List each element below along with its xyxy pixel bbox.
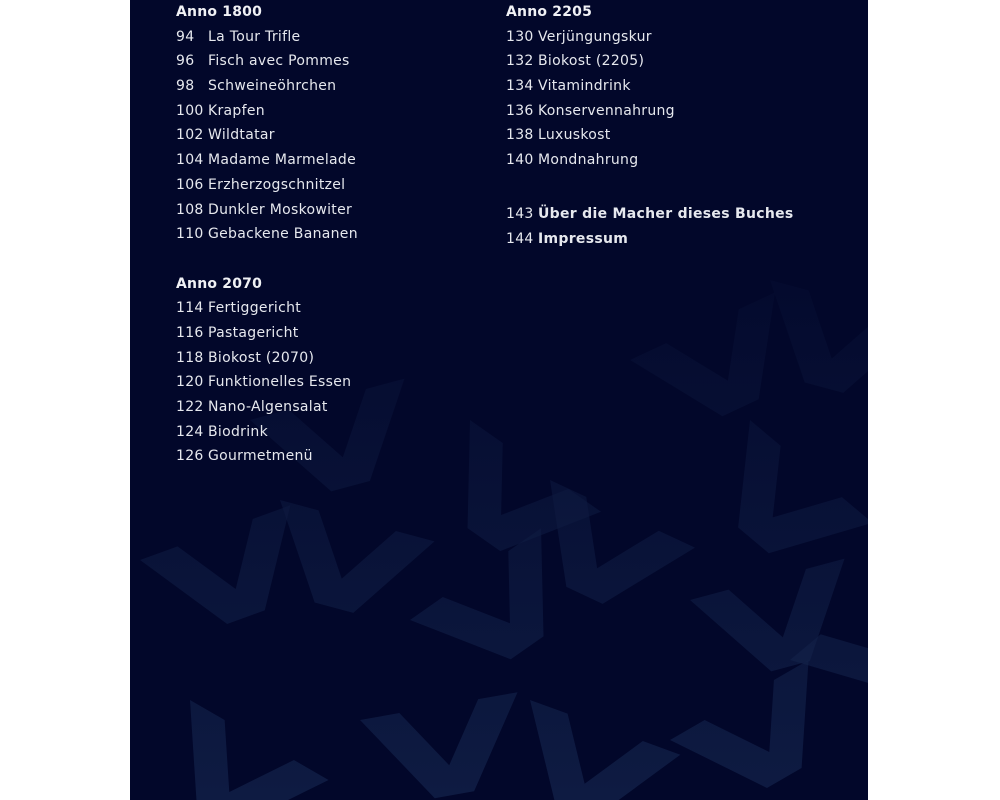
entry-title: Krapfen <box>208 102 265 119</box>
toc-entry <box>506 49 794 74</box>
section-title-anno-2205: Anno 2205 <box>506 4 593 20</box>
entry-title: Fisch avec Pommes <box>208 53 350 70</box>
page-number: 94 <box>176 28 195 45</box>
toc-entry-impressum <box>506 227 794 252</box>
toc-entry <box>506 123 794 148</box>
spacer <box>176 247 358 272</box>
entry-title: Funktionelles Essen <box>208 374 352 391</box>
toc-entry <box>176 99 358 124</box>
page-number: 96 <box>176 53 195 70</box>
toc-entry <box>176 74 358 99</box>
entry-title: Schweineöhrchen <box>208 78 337 95</box>
toc-column-right <box>506 0 794 251</box>
entry-title: Fertiggericht <box>208 300 302 317</box>
entry-title: Vitamindrink <box>538 78 631 95</box>
toc-entry <box>176 25 358 50</box>
page-number: 108 <box>176 201 204 218</box>
section-list-anno-2070 <box>176 296 358 469</box>
toc-entry <box>176 222 358 247</box>
toc-entry <box>176 123 358 148</box>
page-number: 140 <box>506 152 534 169</box>
toc-entry <box>176 296 358 321</box>
page-number: 116 <box>176 324 204 341</box>
page-number: 104 <box>176 152 204 169</box>
section-title-anno-2070: Anno 2070 <box>176 275 263 292</box>
page-number: 110 <box>176 226 204 243</box>
entry-title: Madame Marmelade <box>208 152 357 169</box>
page-number: 138 <box>506 127 534 144</box>
toc-entry <box>176 198 358 223</box>
entry-title: Impressum <box>538 230 629 247</box>
page-number: 122 <box>176 399 204 415</box>
entry-title: Biokost (2070) <box>208 349 315 366</box>
toc-entry <box>506 74 794 99</box>
toc-entry <box>176 370 358 395</box>
toc-entry <box>176 444 358 469</box>
toc-entry <box>506 99 794 124</box>
section-list-anno-2205 <box>506 25 794 173</box>
page-number: 126 <box>176 448 204 465</box>
entry-title: Gourmetmenü <box>208 448 313 465</box>
entry-title: Verjüngungskur <box>538 28 652 45</box>
page-number: 114 <box>176 300 204 317</box>
entry-title: Pastagericht <box>208 324 299 341</box>
toc-entry <box>176 148 358 173</box>
page-number: 134 <box>506 78 534 95</box>
toc-entry <box>176 49 358 74</box>
page-number: 120 <box>176 374 204 391</box>
toc-entry <box>176 346 358 371</box>
entry-title: Wildtatar <box>208 127 275 144</box>
toc-entry <box>506 148 794 173</box>
page-number: 106 <box>176 176 204 193</box>
page-number: 136 <box>506 102 534 119</box>
entry-title: Dunkler Moskowiter <box>208 201 353 218</box>
page-number: 98 <box>176 78 195 95</box>
entry-title: Luxuskost <box>538 127 611 144</box>
entry-title: Biokost (2205) <box>538 53 645 70</box>
toc-entry <box>176 420 358 445</box>
section-list-anno-1800 <box>176 25 358 247</box>
page-number: 143 <box>506 205 534 222</box>
spacer <box>506 173 794 202</box>
page-number: 124 <box>176 423 204 440</box>
page-number: 118 <box>176 349 204 366</box>
toc-entry <box>176 395 358 420</box>
entry-title: Biodrink <box>208 423 268 440</box>
page-number: 132 <box>506 53 534 70</box>
toc-entry <box>506 25 794 50</box>
section-title-anno-1800: Anno 1800 <box>176 4 263 20</box>
page-number: 100 <box>176 102 204 119</box>
toc-entry-about <box>506 202 794 227</box>
entry-title: Über die Macher dieses Buches <box>538 205 794 222</box>
section-list-extras <box>506 202 794 251</box>
entry-title: Konservennahrung <box>538 102 675 119</box>
page-number: 102 <box>176 127 204 144</box>
entry-title: Erzherzogschnitzel <box>208 176 346 193</box>
page-number: 130 <box>506 28 534 45</box>
page-number: 144 <box>506 230 534 247</box>
toc-entry <box>176 173 358 198</box>
entry-title: Mondnahrung <box>538 152 639 169</box>
table-of-contents-page <box>130 0 868 800</box>
toc-column-left <box>176 0 358 469</box>
toc-entry <box>176 321 358 346</box>
entry-title: Nano-Algensalat <box>208 399 328 415</box>
entry-title: La Tour Trifle <box>208 28 301 45</box>
entry-title: Gebackene Bananen <box>208 226 358 243</box>
